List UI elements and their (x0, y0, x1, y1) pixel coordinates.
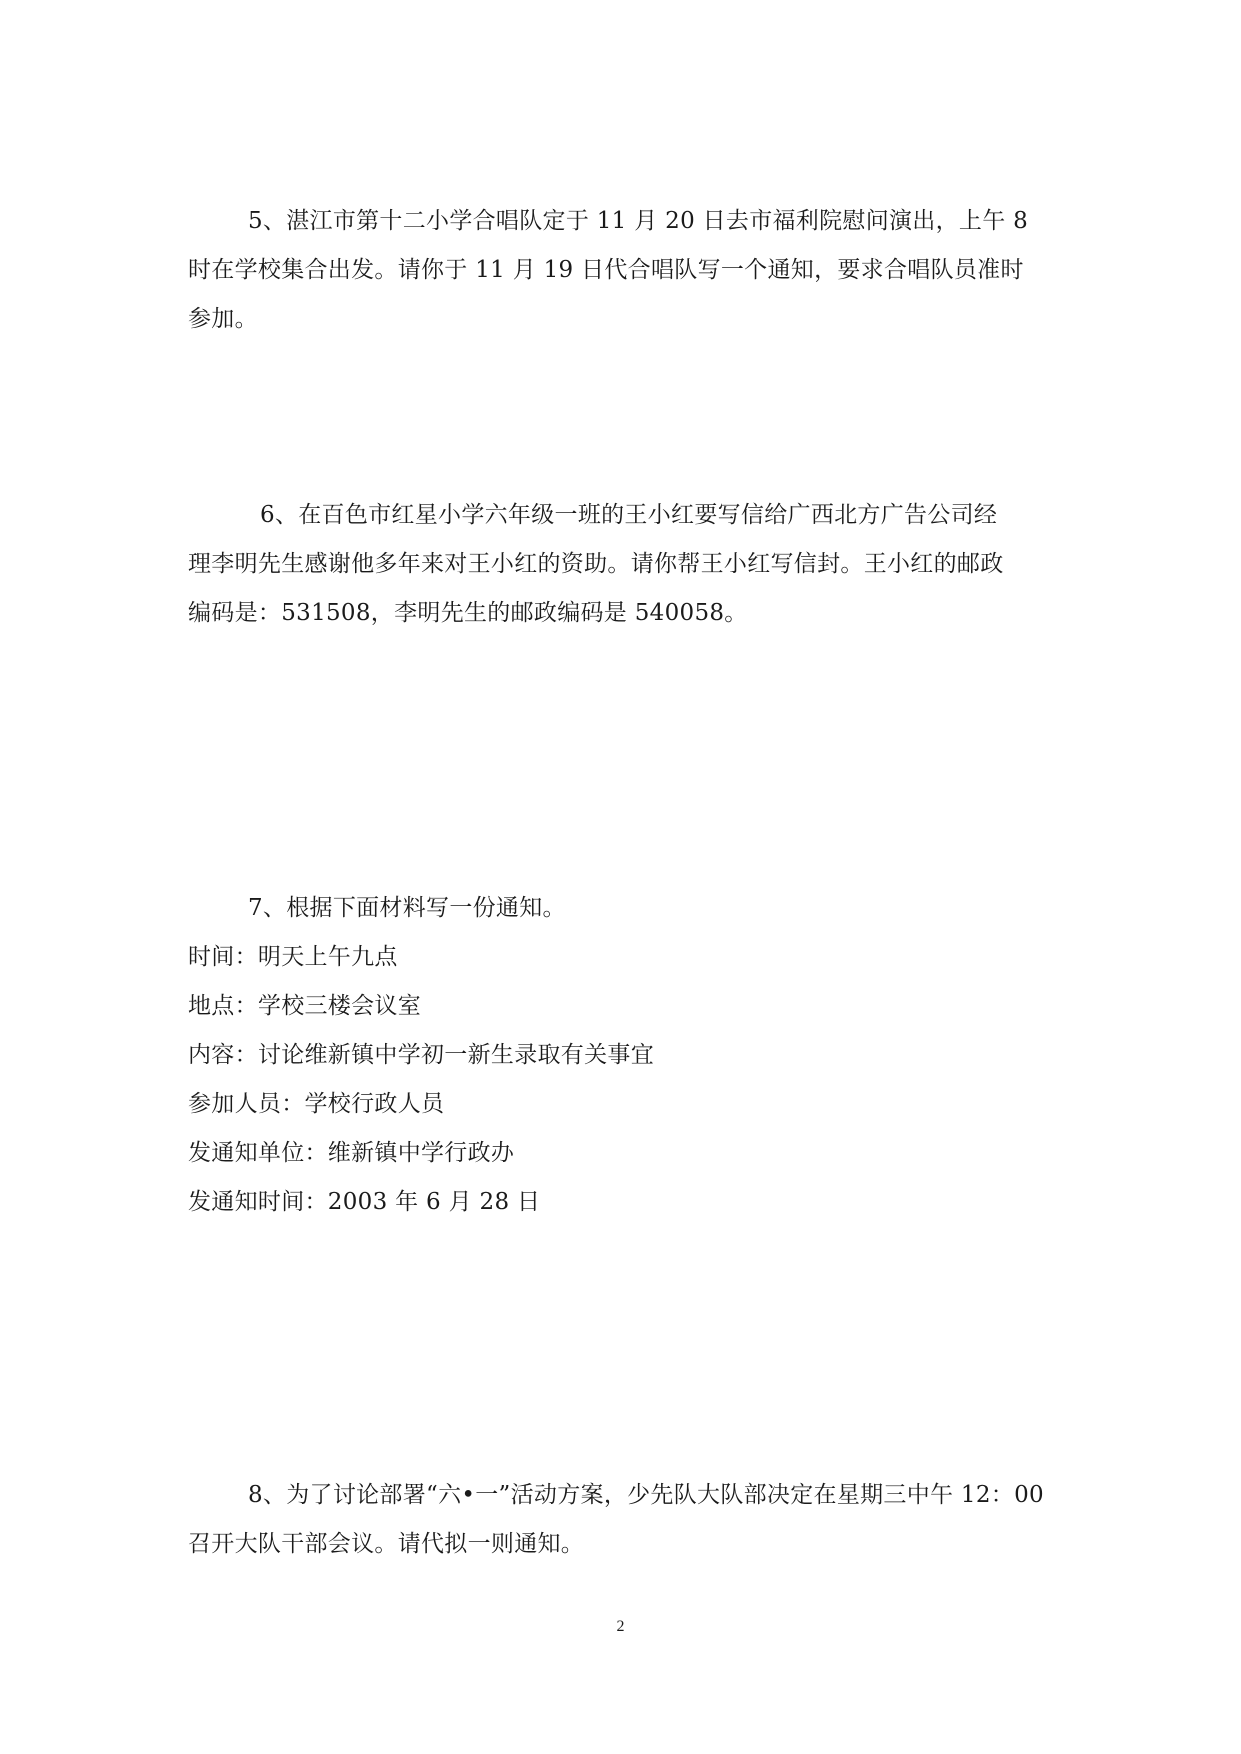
q7-heading: 7、根据下面材料写一份通知。 (248, 895, 566, 921)
q8-line-1: 8、为了讨论部署“六•一”活动方案，少先队大队部决定在星期三中午 12：00 (248, 1482, 1044, 1508)
q6-line-3: 编码是：531508，李明先生的邮政编码是 540058。 (188, 600, 748, 626)
q6-line-2: 理李明先生感谢他多年来对王小红的资助。请你帮王小红写信封。王小红的邮政 (188, 551, 1004, 577)
q7-time: 时间：明天上午九点 (188, 944, 398, 970)
q6-line-1: 6、在百色市红星小学六年级一班的王小红要写信给广西北方广告公司经 (260, 502, 998, 528)
q5-line-3: 参加。 (188, 306, 258, 332)
q7-participants: 参加人员：学校行政人员 (188, 1091, 445, 1117)
q7-issuer: 发通知单位：维新镇中学行政办 (188, 1140, 515, 1166)
q5-line-2: 时在学校集合出发。请你于 11 月 19 日代合唱队写一个通知，要求合唱队员准时 (188, 257, 1024, 283)
page-number: 2 (616, 1618, 625, 1635)
q7-issue-date: 发通知时间：2003 年 6 月 28 日 (188, 1189, 541, 1215)
q7-place: 地点：学校三楼会议室 (188, 993, 421, 1019)
q5-line-1: 5、湛江市第十二小学合唱队定于 11 月 20 日去市福利院慰问演出，上午 8 (248, 208, 1029, 234)
q8-line-2: 召开大队干部会议。请代拟一则通知。 (188, 1531, 585, 1557)
q7-content: 内容：讨论维新镇中学初一新生录取有关事宜 (188, 1042, 654, 1068)
